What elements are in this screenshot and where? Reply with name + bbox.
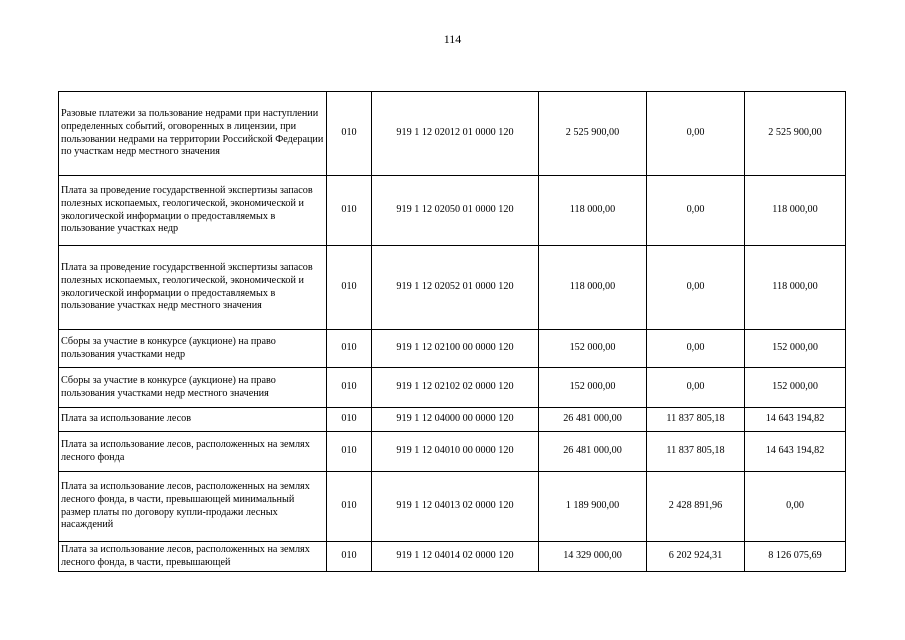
executed-amount-cell: 6 202 924,31	[647, 542, 745, 572]
line-code-cell: 010	[327, 472, 372, 542]
income-name-cell: Плата за использование лесов	[59, 408, 327, 432]
approved-amount-cell: 118 000,00	[539, 176, 647, 246]
table-row	[59, 246, 846, 330]
unexecuted-amount-cell: 14 643 194,82	[745, 408, 846, 432]
income-name-cell: Плата за использование лесов, расположенных на землях лесного фонда	[59, 432, 327, 472]
table-row	[59, 542, 846, 572]
table-row	[59, 176, 846, 246]
approved-amount-cell: 2 525 900,00	[539, 92, 647, 176]
approved-amount-cell: 26 481 000,00	[539, 432, 647, 472]
line-code-cell: 010	[327, 176, 372, 246]
budget-code-cell: 919 1 12 04013 02 0000 120	[372, 472, 539, 542]
income-name-cell: Плата за проведение государственной экспертизы запасов полезных ископаемых, геологической, экономической и экологической информации о предоставляемых в пользование участках недр	[59, 176, 327, 246]
budget-code-cell: 919 1 12 02102 02 0000 120	[372, 368, 539, 408]
page-number: 114	[443, 32, 462, 46]
executed-amount-cell: 0,00	[647, 368, 745, 408]
budget-code-cell: 919 1 12 02050 01 0000 120	[372, 176, 539, 246]
table-row	[59, 432, 846, 472]
table-row	[59, 368, 846, 408]
unexecuted-amount-cell: 14 643 194,82	[745, 432, 846, 472]
approved-amount-cell: 152 000,00	[539, 368, 647, 408]
line-code-cell: 010	[327, 330, 372, 368]
line-code-cell: 010	[327, 432, 372, 472]
line-code-cell: 010	[327, 368, 372, 408]
budget-code-cell: 919 1 12 02052 01 0000 120	[372, 246, 539, 330]
table-row	[59, 92, 846, 176]
income-name-cell: Плата за использование лесов, расположенных на землях лесного фонда, в части, превышающей минимальный размер платы по договору купли-продажи лесных насаждений	[59, 472, 327, 542]
unexecuted-amount-cell: 118 000,00	[745, 246, 846, 330]
table-row	[59, 408, 846, 432]
table-row	[59, 472, 846, 542]
budget-code-cell: 919 1 12 04010 00 0000 120	[372, 432, 539, 472]
approved-amount-cell: 1 189 900,00	[539, 472, 647, 542]
executed-amount-cell: 0,00	[647, 176, 745, 246]
executed-amount-cell: 0,00	[647, 92, 745, 176]
approved-amount-cell: 14 329 000,00	[539, 542, 647, 572]
income-name-cell: Разовые платежи за пользование недрами при наступлении определенных событий, оговоренных в лицензии, при пользовании недрами на территории Российской Федерации по участкам недр местного значения	[59, 92, 327, 176]
executed-amount-cell: 0,00	[647, 246, 745, 330]
unexecuted-amount-cell: 118 000,00	[745, 176, 846, 246]
executed-amount-cell: 0,00	[647, 330, 745, 368]
approved-amount-cell: 152 000,00	[539, 330, 647, 368]
line-code-cell: 010	[327, 542, 372, 572]
income-name-cell: Сборы за участие в конкурсе (аукционе) на право пользования участками недр местного значения	[59, 368, 327, 408]
approved-amount-cell: 118 000,00	[539, 246, 647, 330]
executed-amount-cell: 11 837 805,18	[647, 408, 745, 432]
line-code-cell: 010	[327, 408, 372, 432]
revenue-table	[58, 91, 846, 572]
budget-code-cell: 919 1 12 04014 02 0000 120	[372, 542, 539, 572]
unexecuted-amount-cell: 0,00	[745, 472, 846, 542]
line-code-cell: 010	[327, 246, 372, 330]
unexecuted-amount-cell: 8 126 075,69	[745, 542, 846, 572]
executed-amount-cell: 2 428 891,96	[647, 472, 745, 542]
budget-code-cell: 919 1 12 02100 00 0000 120	[372, 330, 539, 368]
income-name-cell: Сборы за участие в конкурсе (аукционе) на право пользования участками недр	[59, 330, 327, 368]
budget-code-cell: 919 1 12 04000 00 0000 120	[372, 408, 539, 432]
income-name-cell: Плата за проведение государственной экспертизы запасов полезных ископаемых, геологической, экономической и экологической информации о предоставляемых в пользование участках недр местного значения	[59, 246, 327, 330]
income-name-cell: Плата за использование лесов, расположенных на землях лесного фонда, в части, превышающей	[59, 542, 327, 572]
budget-code-cell: 919 1 12 02012 01 0000 120	[372, 92, 539, 176]
line-code-cell: 010	[327, 92, 372, 176]
unexecuted-amount-cell: 2 525 900,00	[745, 92, 846, 176]
unexecuted-amount-cell: 152 000,00	[745, 330, 846, 368]
table-row	[59, 330, 846, 368]
unexecuted-amount-cell: 152 000,00	[745, 368, 846, 408]
approved-amount-cell: 26 481 000,00	[539, 408, 647, 432]
executed-amount-cell: 11 837 805,18	[647, 432, 745, 472]
